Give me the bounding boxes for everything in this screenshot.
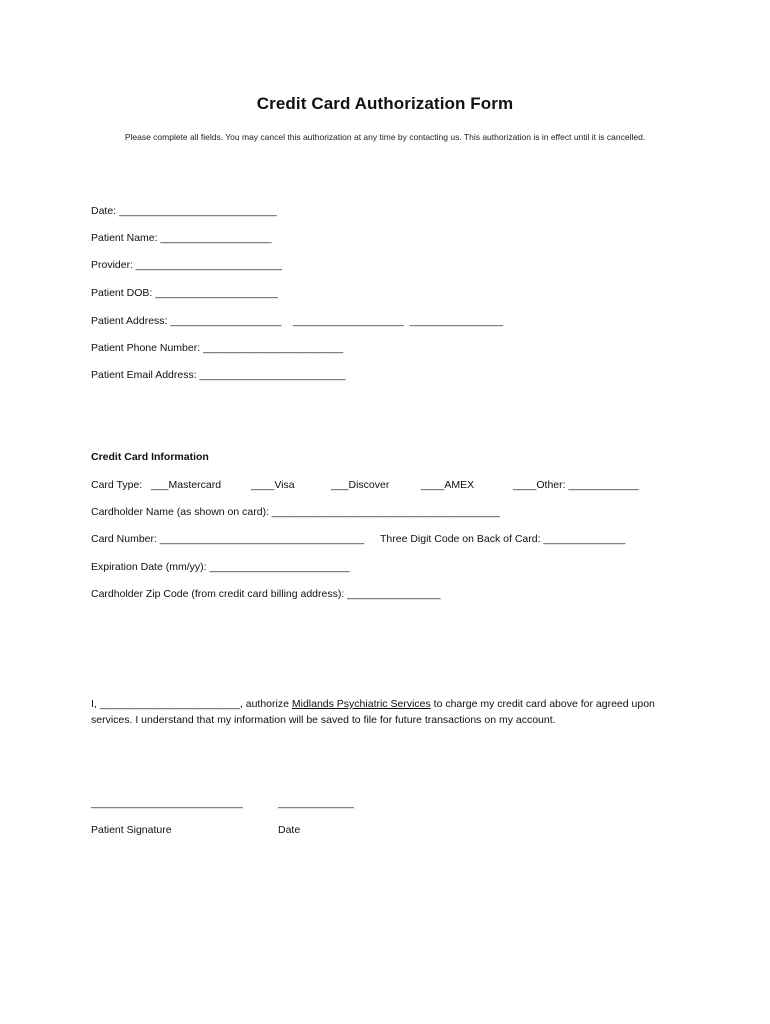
card-type-discover[interactable]: ___Discover — [331, 479, 390, 491]
signature-date-label: Date — [278, 824, 301, 836]
cardholder-name-field[interactable]: Cardholder Name (as shown on card): _______________________________________ — [91, 506, 500, 518]
card-type-other[interactable]: ____Other: ____________ — [513, 479, 639, 491]
zip-code-field[interactable]: Cardholder Zip Code (from credit card billing address): ________________ — [91, 588, 441, 600]
authorization-statement — [91, 696, 691, 728]
signature-date-line[interactable]: _____________ — [278, 797, 354, 809]
card-type-mastercard[interactable]: ___Mastercard — [151, 479, 222, 491]
patient-address-field[interactable]: Patient Address: ___________________ ___________________ ________________ — [91, 315, 504, 327]
card-type-label: Card Type: — [91, 479, 143, 491]
security-code-field[interactable]: Three Digit Code on Back of Card: ______________ — [380, 533, 626, 545]
authorization-prefix[interactable]: I, ________________________, authorize — [91, 698, 292, 710]
patient-phone-field[interactable]: Patient Phone Number: ________________________ — [91, 342, 344, 354]
authorization-suffix: to charge my credit card above for agreed upon services. I understand that my information will be saved to file for future transactions on my account. — [91, 698, 655, 726]
card-type-amex[interactable]: ____AMEX — [421, 479, 475, 491]
form-instructions: Please complete all fields. You may cancel this authorization at any time by contacting us. This authorization is in effect until it is cancelled. — [124, 132, 646, 142]
patient-dob-field[interactable]: Patient DOB: _____________________ — [91, 287, 278, 299]
patient-name-field[interactable]: Patient Name: ___________________ — [91, 232, 272, 244]
card-section-heading: Credit Card Information — [91, 451, 209, 463]
company-name-link: Midlands Psychiatric Services — [291, 698, 431, 710]
provider-field[interactable]: Provider: _________________________ — [91, 259, 282, 271]
expiration-date-field[interactable]: Expiration Date (mm/yy): ________________________ — [91, 561, 350, 573]
signature-label: Patient Signature — [91, 824, 172, 836]
card-type-visa[interactable]: ____Visa — [251, 479, 295, 491]
card-number-field[interactable]: Card Number: ___________________________________ — [91, 533, 365, 545]
patient-email-field[interactable]: Patient Email Address: _________________________ — [91, 369, 346, 381]
date-field[interactable]: Date: ___________________________ — [91, 205, 277, 217]
page-title: Credit Card Authorization Form — [256, 94, 514, 113]
signature-line[interactable]: __________________________ — [91, 797, 243, 809]
